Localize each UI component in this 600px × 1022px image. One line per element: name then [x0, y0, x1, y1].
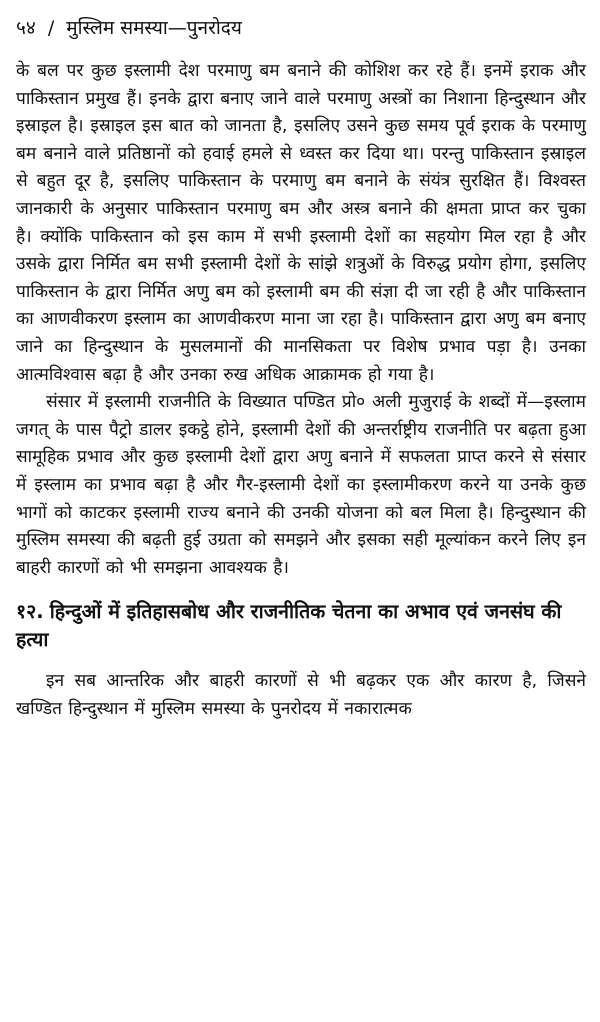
section-number: १२.	[16, 600, 44, 624]
running-title: मुस्लिम समस्या—पुनरोदय	[66, 17, 242, 39]
section-title: हिन्दुओं में इतिहासबोध और राजनीतिक चेतना का अभाव एवं जनसंघ की हत्या	[16, 600, 562, 652]
page-number: ५४	[16, 17, 36, 39]
body-paragraph-1: के बल पर कुछ इस्लामी देश परमाणु बम बनाने की कोशिश कर रहे हैं। इनमें इराक और पाकिस्तान प्रमुख हैं। इनके द्वारा बनाए जाने वाले परमाणु अस्त्रों का निशाना हिन्दुस्थान और इस्राइल है। इस्राइल इस बात को जानता है, इसलिए उसने कुछ समय पूर्व इराक के परमाणु बम बनाने वाले प्रतिष्ठानों को हवाई हमले से ध्वस्त कर दिया था। परन्तु पाकिस्तान इस्राइल से बहुत दूर है, इसलिए पाकिस्तान के परमाणु बम बनाने के संयंत्र सुरक्षित हैं। विश्वस्त जानकारी के अनुसार पाकिस्तान परमाणु बम और अस्त्र बनाने की क्षमता प्राप्त कर चुका है। क्योंकि पाकिस्तान को इस काम में सभी इस्लामी देशों का सहयोग मिल रहा है और उसके द्वारा निर्मित बम सभी इस्लामी देशों के सांझे शत्रुओं के विरुद्ध प्रयोग होगा, इसलिए पाकिस्तान के द्वारा निर्मित अणु बम को इस्लामी बम की संज्ञा दी जा रही है और पाकिस्तान का आणवीकरण इस्लाम का आणवीकरण माना जा रहा है। पाकिस्तान द्वारा अणु बम बनाए जाने का हिन्दुस्थान के मुसलमानों की मानसिकता पर विशेष प्रभाव पड़ा है। उनका आत्मविश्वास बढ़ा है और उनका रुख अधिक आक्रामक हो गया है।	[16, 61, 586, 385]
section-heading	[16, 598, 586, 654]
header-separator: /	[47, 17, 55, 39]
section-paragraph: इन सब आन्तरिक और बाहरी कारणों से भी बढ़कर एक और कारण है, जिसने खण्डित हिन्दुस्थान में मुस्लिम समस्या के पुनरोदय में नकारात्मक	[16, 671, 586, 719]
body-paragraph-2: संसार में इस्लामी राजनीति के विख्यात पण्डित प्रो० अली मुजुराई के शब्दों में—इस्लाम जगत् के पास पैट्रो डालर इकट्ठे होने, इस्लामी देशों की अन्तर्राष्ट्रीय राजनीति पर बढ़ता हुआ सामूहिक प्रभाव और कुछ इस्लामी देशों द्वारा अणु बनाने में सफलता प्राप्त करने से संसार में इस्लाम का प्रभाव बढ़ा है और गैर-इस्लामी देशों का इस्लामीकरण करने या उनके कुछ भागों को काटकर इस्लामी राज्य बनाने की उनकी योजना को बल मिला है। हिन्दुस्थान की मुस्लिम समस्या की बढ़ती हुई उग्रता को समझने और इसका सही मूल्यांकन करने लिए इन बाहरी कारणों को भी समझना आवश्यक है।	[16, 392, 586, 578]
running-header	[16, 14, 586, 42]
